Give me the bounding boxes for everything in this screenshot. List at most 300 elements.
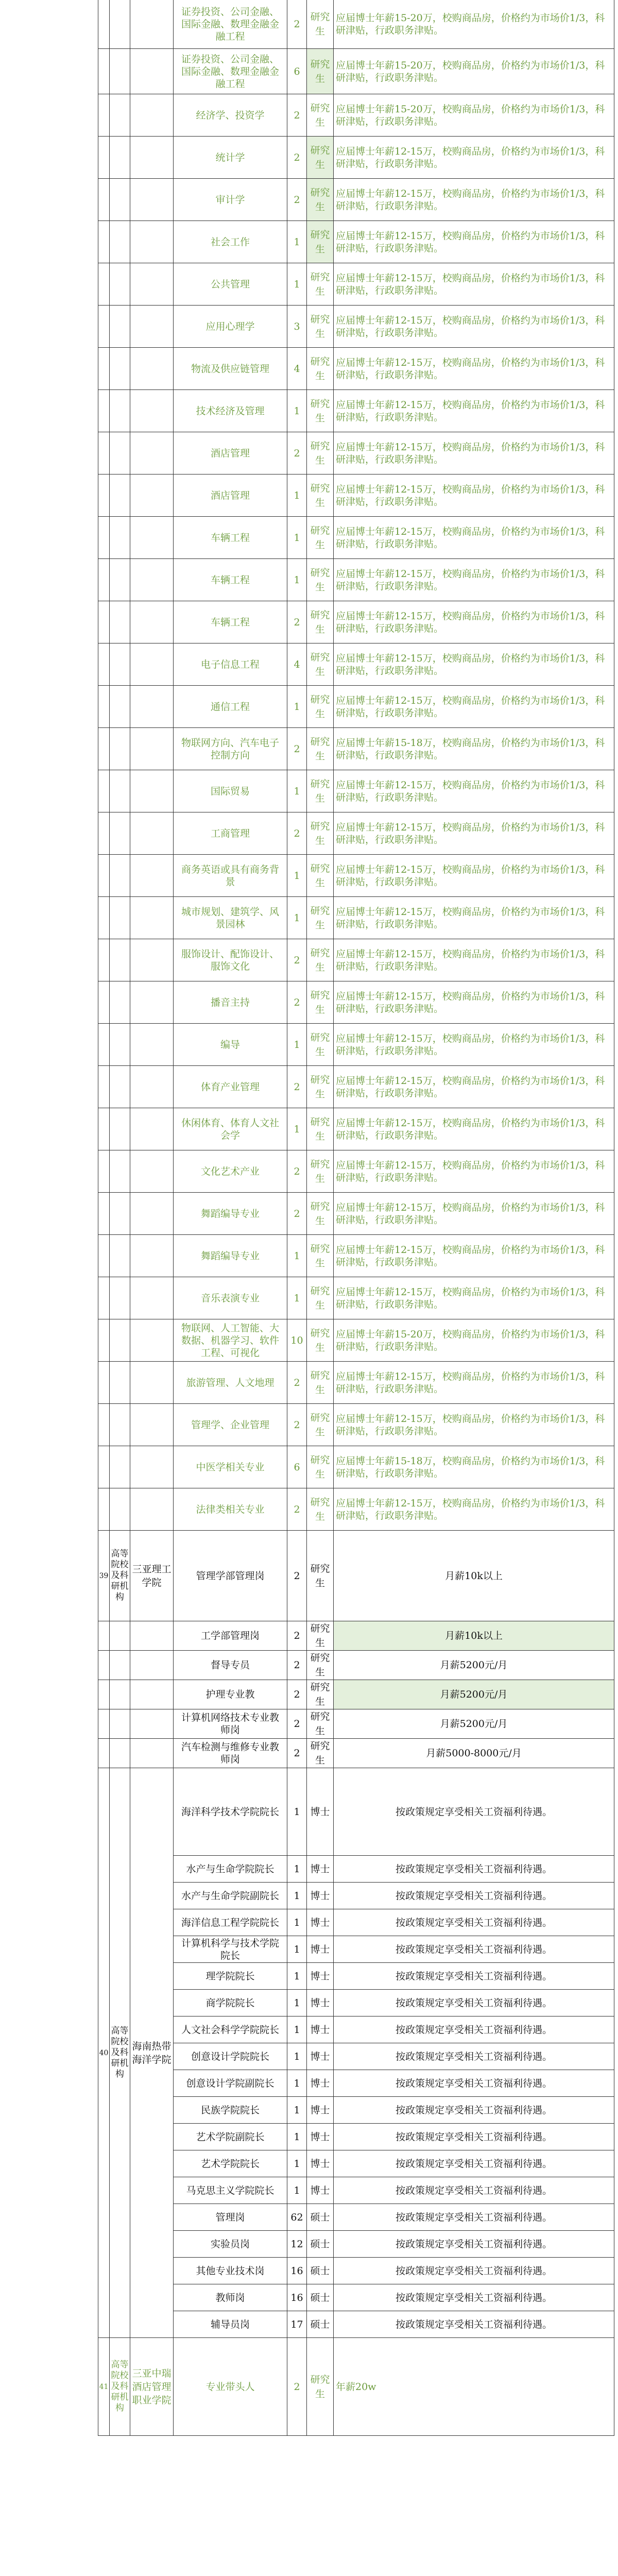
education-cell: 研究生 [307,1404,334,1446]
education-cell: 研究生 [307,812,334,855]
salary-cell: 应届博士年薪12-15万，校购商品房，价格约为市场价1/3，科研津贴，行政职务津贴。 [334,263,614,306]
institution-cell [130,221,174,263]
type-cell [110,643,130,686]
table-row [98,855,614,897]
count-cell: 10 [287,1319,307,1362]
table-row [98,0,614,49]
type-cell [110,1446,130,1488]
education-cell: 博士 [307,2070,334,2097]
count-cell: 1 [287,1024,307,1066]
count-cell: 2 [287,1651,307,1680]
table-row [98,2124,614,2150]
type-cell [110,559,130,601]
table-row [98,686,614,728]
position-cell: 理学院院长 [174,1963,287,1990]
type-cell [110,179,130,221]
salary-cell: 按政策规定享受相关工资福利待遇。 [334,1990,614,2016]
no-cell [98,939,110,981]
education-cell: 博士 [307,1963,334,1990]
table-row [98,94,614,137]
education-cell: 博士 [307,2150,334,2177]
major-cell: 音乐表演专业 [174,1277,287,1319]
institution-cell [130,559,174,601]
table-row [98,517,614,559]
type-cell [110,0,130,49]
salary-cell: 应届博士年薪12-15万，校购商品房，价格约为市场价1/3，科研津贴，行政职务津贴。 [334,306,614,348]
institution-cell [130,1488,174,1531]
major-cell: 舞蹈编导专业 [174,1193,287,1235]
salary-cell: 按政策规定享受相关工资福利待遇。 [334,1883,614,1909]
row-number-cell: 39 [98,1531,110,1621]
position-cell: 辅导员岗 [174,2311,287,2338]
table-row [98,2204,614,2231]
position-cell: 马克思主义学院院长 [174,2177,287,2204]
type-cell [110,1362,130,1404]
count-cell: 1 [287,2124,307,2150]
type-cell [110,1488,130,1531]
position-cell: 汽车检测与维修专业教师岗 [174,1739,287,1768]
salary-cell: 应届博士年薪12-15万，校购商品房，价格约为市场价1/3，科研津贴，行政职务津贴。 [334,137,614,179]
major-cell: 审计学 [174,179,287,221]
education-cell: 硕士 [307,2204,334,2231]
institution-cell [130,306,174,348]
education-cell: 研究生 [307,939,334,981]
count-cell: 6 [287,1446,307,1488]
table-row [98,2070,614,2097]
type-cell [110,390,130,432]
salary-cell: 按政策规定享受相关工资福利待遇。 [334,1909,614,1936]
table-row [98,1488,614,1531]
no-cell [98,1277,110,1319]
major-cell: 播音主持 [174,981,287,1024]
major-cell: 物联网、人工智能、大数据、机器学习、软件工程、可视化 [174,1319,287,1362]
count-cell: 2 [287,1621,307,1651]
education-cell: 硕士 [307,2311,334,2338]
institution-cell [130,812,174,855]
major-cell: 经济学、投资学 [174,94,287,137]
table-row [98,1024,614,1066]
major-cell: 旅游管理、人文地理 [174,1362,287,1404]
no-cell [98,474,110,517]
major-cell: 服饰设计、配饰设计、服饰文化 [174,939,287,981]
type-cell [110,1193,130,1235]
position-cell: 工学部管理岗 [174,1621,287,1651]
count-cell: 1 [287,1936,307,1963]
position-cell: 其他专业技术岗 [174,2258,287,2284]
type-cell [110,812,130,855]
table-row [98,812,614,855]
type-cell [110,474,130,517]
table-row [98,728,614,770]
institution-cell [130,1235,174,1277]
institution-cell [130,179,174,221]
position-cell: 水产与生命学院院长 [174,1856,287,1883]
education-cell: 研究生 [307,1024,334,1066]
major-cell: 应用心理学 [174,306,287,348]
salary-cell: 应届博士年薪12-15万，校购商品房，价格约为市场价1/3，科研津贴，行政职务津贴。 [334,1193,614,1235]
education-cell: 研究生 [307,517,334,559]
major-cell: 物流及供应链管理 [174,348,287,390]
count-cell: 2 [287,1362,307,1404]
salary-cell: 应届博士年薪12-15万，校购商品房，价格约为市场价1/3，科研津贴，行政职务津贴。 [334,1404,614,1446]
no-cell [98,1709,110,1739]
count-cell: 1 [287,390,307,432]
no-cell [98,390,110,432]
table-row [98,221,614,263]
table-row [98,1531,614,1621]
count-cell: 1 [287,2043,307,2070]
table-row [98,601,614,643]
institution-cell [130,137,174,179]
position-cell: 专业带头人 [174,2338,287,2436]
salary-cell: 应届博士年薪12-15万，校购商品房，价格约为市场价1/3，科研津贴，行政职务津贴。 [334,1277,614,1319]
major-cell: 公共管理 [174,263,287,306]
salary-cell: 应届博士年薪12-15万，校购商品房，价格约为市场价1/3，科研津贴，行政职务津贴。 [334,686,614,728]
count-cell: 4 [287,643,307,686]
count-cell: 17 [287,2311,307,2338]
row-number-cell: 40 [98,1768,110,2338]
position-cell: 计算机科学与技术学院院长 [174,1936,287,1963]
major-cell: 物联网方向、汽车电子控制方向 [174,728,287,770]
education-cell: 研究生 [307,1446,334,1488]
salary-cell: 按政策规定享受相关工资福利待遇。 [334,2204,614,2231]
count-cell: 2 [287,179,307,221]
institution-cell [130,1277,174,1319]
table-row [98,1963,614,1990]
education-cell: 研究生 [307,348,334,390]
major-cell: 电子信息工程 [174,643,287,686]
institution-cell [130,517,174,559]
salary-cell: 应届博士年薪12-15万，校购商品房，价格约为市场价1/3，科研津贴，行政职务津贴。 [334,1066,614,1108]
position-cell: 创意设计学院院长 [174,2043,287,2070]
education-cell: 研究生 [307,601,334,643]
no-cell [98,1150,110,1193]
count-cell: 1 [287,1963,307,1990]
education-cell: 研究生 [307,432,334,474]
table-row [98,1856,614,1883]
no-cell [98,770,110,812]
position-cell: 人文社会科学学院院长 [174,2016,287,2043]
table-body [98,0,614,2436]
institution-cell [130,601,174,643]
salary-cell: 应届博士年薪15-18万，校购商品房，价格约为市场价1/3，科研津贴，行政职务津贴。 [334,1446,614,1488]
institution-cell [130,263,174,306]
education-cell: 研究生 [307,1739,334,1768]
salary-cell: 月薪10k以上 [334,1531,614,1621]
table-row [98,981,614,1024]
no-cell [98,348,110,390]
institution-cell [130,348,174,390]
no-cell [98,137,110,179]
count-cell: 1 [287,770,307,812]
salary-cell: 按政策规定享受相关工资福利待遇。 [334,2284,614,2311]
position-cell: 计算机网络技术专业教师岗 [174,1709,287,1739]
institution-cell [130,1680,174,1709]
type-cell [110,432,130,474]
no-cell [98,1235,110,1277]
no-cell [98,0,110,49]
type-cell [110,1235,130,1277]
salary-cell: 应届博士年薪12-15万，校购商品房，价格约为市场价1/3，科研津贴，行政职务津贴。 [334,770,614,812]
count-cell: 6 [287,49,307,94]
major-cell: 国际贸易 [174,770,287,812]
salary-cell: 月薪10k以上 [334,1621,614,1651]
institution-name-cell: 海南热带海洋学院 [130,1768,174,2338]
table-row [98,137,614,179]
no-cell [98,1446,110,1488]
education-cell: 研究生 [307,1709,334,1739]
education-cell: 博士 [307,1936,334,1963]
count-cell: 3 [287,306,307,348]
count-cell: 1 [287,474,307,517]
type-cell [110,263,130,306]
education-cell: 博士 [307,1856,334,1883]
position-cell: 创意设计学院副院长 [174,2070,287,2097]
type-cell [110,1709,130,1739]
education-cell: 研究生 [307,559,334,601]
type-cell [110,1150,130,1193]
table-row [98,1909,614,1936]
education-cell: 研究生 [307,1651,334,1680]
major-cell: 体育产业管理 [174,1066,287,1108]
count-cell: 2 [287,1066,307,1108]
major-cell: 统计学 [174,137,287,179]
type-cell [110,728,130,770]
salary-cell: 应届博士年薪12-15万，校购商品房，价格约为市场价1/3，科研津贴，行政职务津贴。 [334,1150,614,1193]
type-cell [110,1680,130,1709]
major-cell: 中医学相关专业 [174,1446,287,1488]
no-cell [98,432,110,474]
table-row [98,2016,614,2043]
education-cell: 研究生 [307,49,334,94]
count-cell: 2 [287,0,307,49]
education-cell: 研究生 [307,897,334,939]
education-cell: 研究生 [307,390,334,432]
institution-name-cell: 三亚理工学院 [130,1531,174,1621]
education-cell: 研究生 [307,474,334,517]
salary-cell: 应届博士年薪12-15万，校购商品房，价格约为市场价1/3，科研津贴，行政职务津贴。 [334,517,614,559]
count-cell: 1 [287,1108,307,1150]
count-cell: 2 [287,812,307,855]
count-cell: 2 [287,432,307,474]
major-cell: 酒店管理 [174,432,287,474]
table-row [98,179,614,221]
count-cell: 1 [287,2097,307,2124]
table-row [98,939,614,981]
institution-type-cell: 高等院校及科研机构 [110,2338,130,2436]
institution-cell [130,1621,174,1651]
major-cell: 车辆工程 [174,517,287,559]
type-cell [110,517,130,559]
salary-cell: 按政策规定享受相关工资福利待遇。 [334,2231,614,2258]
major-cell: 酒店管理 [174,474,287,517]
education-cell: 研究生 [307,643,334,686]
institution-cell [130,897,174,939]
salary-cell: 应届博士年薪12-15万，校购商品房，价格约为市场价1/3，科研津贴，行政职务津贴。 [334,474,614,517]
count-cell: 12 [287,2231,307,2258]
no-cell [98,981,110,1024]
education-cell: 研究生 [307,1066,334,1108]
salary-cell: 应届博士年薪15-20万，校购商品房，价格约为市场价1/3，科研津贴，行政职务津贴。 [334,1319,614,1362]
major-cell: 城市规划、建筑学、风景园林 [174,897,287,939]
major-cell: 管理学、企业管理 [174,1404,287,1446]
salary-cell: 应届博士年薪12-15万，校购商品房，价格约为市场价1/3，科研津贴，行政职务津贴。 [334,643,614,686]
institution-cell [130,432,174,474]
type-cell [110,1404,130,1446]
count-cell: 1 [287,2177,307,2204]
type-cell [110,1621,130,1651]
education-cell: 研究生 [307,1531,334,1621]
table-row [98,1150,614,1193]
major-cell: 车辆工程 [174,601,287,643]
salary-cell: 应届博士年薪12-15万，校购商品房，价格约为市场价1/3，科研津贴，行政职务津贴。 [334,348,614,390]
institution-cell [130,1446,174,1488]
count-cell: 2 [287,1404,307,1446]
table-row [98,1277,614,1319]
row-number-cell: 41 [98,2338,110,2436]
education-cell: 博士 [307,2097,334,2124]
type-cell [110,981,130,1024]
salary-cell: 应届博士年薪12-15万，校购商品房，价格约为市场价1/3，科研津贴，行政职务津贴。 [334,939,614,981]
salary-cell: 应届博士年薪15-20万，校购商品房，价格约为市场价1/3，科研津贴，行政职务津贴。 [334,94,614,137]
position-cell: 商学院院长 [174,1990,287,2016]
count-cell: 2 [287,1739,307,1768]
no-cell [98,1362,110,1404]
count-cell: 1 [287,2016,307,2043]
position-cell: 护理专业教 [174,1680,287,1709]
major-cell: 舞蹈编导专业 [174,1235,287,1277]
salary-cell: 按政策规定享受相关工资福利待遇。 [334,2097,614,2124]
type-cell [110,686,130,728]
table-row [98,770,614,812]
type-cell [110,601,130,643]
education-cell: 硕士 [307,2231,334,2258]
count-cell: 16 [287,2284,307,2311]
table-row [98,1319,614,1362]
table-row [98,263,614,306]
major-cell: 通信工程 [174,686,287,728]
education-cell: 博士 [307,2016,334,2043]
no-cell [98,728,110,770]
institution-cell [130,49,174,94]
salary-cell: 应届博士年薪15-20万，校购商品房，价格约为市场价1/3，科研津贴，行政职务津贴。 [334,0,614,49]
table-row [98,2231,614,2258]
education-cell: 研究生 [307,179,334,221]
institution-cell [130,1362,174,1404]
salary-cell: 按政策规定享受相关工资福利待遇。 [334,2124,614,2150]
count-cell: 1 [287,1277,307,1319]
position-cell: 管理岗 [174,2204,287,2231]
count-cell: 1 [287,1883,307,1909]
count-cell: 2 [287,1709,307,1739]
education-cell: 研究生 [307,1362,334,1404]
count-cell: 4 [287,348,307,390]
institution-cell [130,1709,174,1739]
salary-cell: 应届博士年薪12-15万，校购商品房，价格约为市场价1/3，科研津贴，行政职务津贴。 [334,812,614,855]
position-cell: 督导专员 [174,1651,287,1680]
institution-cell [130,1108,174,1150]
count-cell: 2 [287,1680,307,1709]
institution-cell [130,939,174,981]
salary-cell: 应届博士年薪12-15万，校购商品房，价格约为市场价1/3，科研津贴，行政职务津贴。 [334,432,614,474]
no-cell [98,1651,110,1680]
no-cell [98,1319,110,1362]
table-row [98,2258,614,2284]
salary-cell: 月薪5000-8000元/月 [334,1739,614,1768]
salary-cell: 月薪5200元/月 [334,1709,614,1739]
no-cell [98,1024,110,1066]
education-cell: 研究生 [307,94,334,137]
institution-cell [130,1319,174,1362]
education-cell: 博士 [307,1883,334,1909]
table-row [98,432,614,474]
count-cell: 2 [287,137,307,179]
count-cell: 1 [287,517,307,559]
salary-cell: 按政策规定享受相关工资福利待遇。 [334,2258,614,2284]
institution-cell [130,94,174,137]
salary-cell: 应届博士年薪12-15万，校购商品房，价格约为市场价1/3，科研津贴，行政职务津贴。 [334,601,614,643]
position-cell: 海洋信息工程学院院长 [174,1909,287,1936]
institution-cell [130,1651,174,1680]
institution-cell [130,1404,174,1446]
count-cell: 1 [287,221,307,263]
salary-cell: 按政策规定享受相关工资福利待遇。 [334,2177,614,2204]
position-cell: 民族学院院长 [174,2097,287,2124]
no-cell [98,1621,110,1651]
salary-cell: 应届博士年薪15-20万，校购商品房，价格约为市场价1/3，科研津贴，行政职务津贴。 [334,49,614,94]
salary-cell: 应届博士年薪12-15万，校购商品房，价格约为市场价1/3，科研津贴，行政职务津贴。 [334,221,614,263]
recruitment-table [98,0,614,2436]
type-cell [110,897,130,939]
count-cell: 1 [287,897,307,939]
institution-name-cell: 三亚中瑞酒店管理职业学院 [130,2338,174,2436]
major-cell: 文化艺术产业 [174,1150,287,1193]
institution-cell [130,1150,174,1193]
salary-cell: 按政策规定享受相关工资福利待遇。 [334,1856,614,1883]
salary-cell: 应届博士年薪12-15万，校购商品房，价格约为市场价1/3，科研津贴，行政职务津贴。 [334,1235,614,1277]
education-cell: 研究生 [307,1150,334,1193]
type-cell [110,855,130,897]
table-row [98,390,614,432]
count-cell: 2 [287,2338,307,2436]
major-cell: 编导 [174,1024,287,1066]
education-cell: 研究生 [307,137,334,179]
count-cell: 2 [287,94,307,137]
no-cell [98,897,110,939]
no-cell [98,306,110,348]
table-row [98,1768,614,1856]
table-row [98,2097,614,2124]
education-cell: 研究生 [307,1108,334,1150]
education-cell: 博士 [307,1768,334,1856]
table-row [98,1235,614,1277]
no-cell [98,855,110,897]
institution-cell [130,1024,174,1066]
institution-type-cell: 高等院校及科研机构 [110,1531,130,1621]
major-cell: 法律类相关专业 [174,1488,287,1531]
education-cell: 研究生 [307,770,334,812]
table-row [98,1621,614,1651]
type-cell [110,94,130,137]
position-cell: 管理学部管理岗 [174,1531,287,1621]
count-cell: 2 [287,1488,307,1531]
count-cell: 16 [287,2258,307,2284]
table-row [98,49,614,94]
institution-cell [130,1066,174,1108]
table-row [98,2338,614,2436]
institution-cell [130,728,174,770]
table-row [98,1883,614,1909]
